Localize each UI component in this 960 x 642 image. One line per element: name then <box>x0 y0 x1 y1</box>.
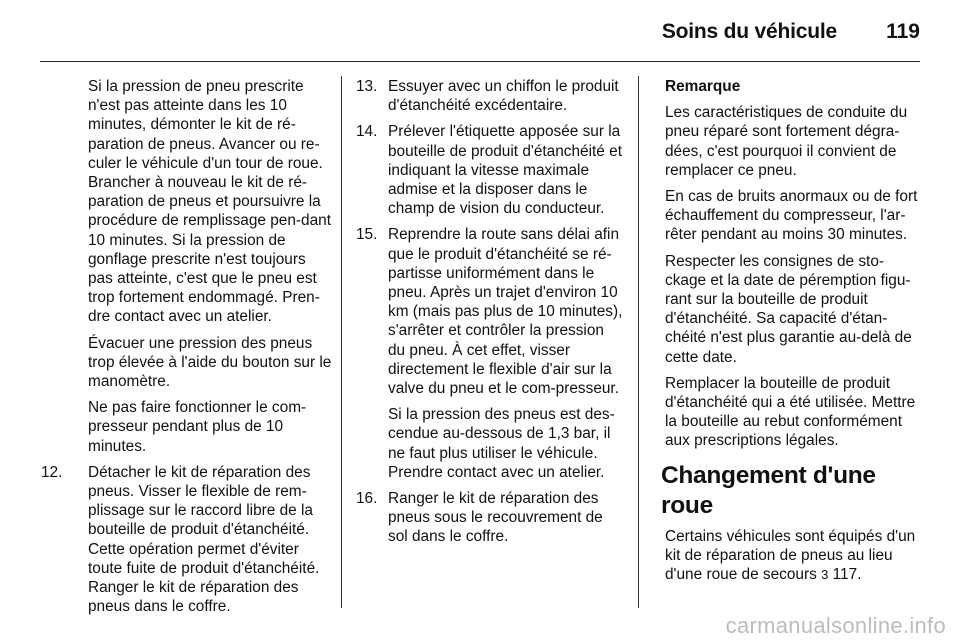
step-number: 13. <box>356 78 378 95</box>
note-paragraph: En cas de bruits anormaux ou de fort échauffement du compresseur, l'ar-rêter pendant au moins 30 minutes. <box>665 188 918 244</box>
page-reference-arrow-icon: 3 <box>821 567 829 583</box>
page-reference-link[interactable]: 117. <box>832 566 862 584</box>
note-paragraph: Les caractéristiques de conduite du pneu réparé sont fortement dégra-dées, c'est pourquoi il convient de remplacer ce pneu. <box>665 104 908 179</box>
column-2 <box>356 77 624 554</box>
note-title: Remarque <box>665 78 741 95</box>
paragraph: Évacuer une pression des pneus trop élevée à l'aide du bouton sur le manomètre. <box>88 334 332 391</box>
page-number: 119 <box>886 20 920 43</box>
step-number: 15. <box>356 226 378 244</box>
step-text-continued: Si la pression des pneus est des-cendue au-dessous de 1,3 bar, il ne faut plus utiliser le véhicule. Prendre contact avec un atelier. <box>388 406 615 481</box>
step-number: 12. <box>41 463 63 481</box>
step-text: Ranger le kit de réparation des pneus sous le recouvrement de sol dans le coffre. <box>388 490 603 546</box>
note-paragraph: Respecter les consignes de sto-ckage et la date de péremption figu-rant sur la bouteille de produit d'étanchéité. Sa capacité d'étan-chéité n'est plus garantie au-delà de cette date. <box>665 252 912 366</box>
note-paragraph: Remplacer la bouteille de produit d'étanchéité qui a été utilisée. Mettre la bouteille au rebut conformément aux prescriptions légales. <box>665 374 916 450</box>
column-1 <box>41 77 334 623</box>
paragraph: Si la pression de pneu prescrite n'est pas atteinte dans les 10 minutes, démonter le kit de ré-paration de pneus. Avancer ou re-culer le véhicule d'un tour de roue. Brancher à nouveau le kit de ré-paration de pneus et poursuivre la procédure de remplissage pen-dant 10 minutes. Si la pression de gonflage prescrite n'est toujours pas atteinte, c'est que le pneu est trop fortement endommagé. Pren-dre contact avec un atelier. <box>88 78 331 326</box>
step-15 <box>356 225 624 482</box>
paragraph: Ne pas faire fonctionner le com-presseur pendant plus de 10 minutes. <box>88 399 307 455</box>
step-13 <box>356 77 624 115</box>
section-heading: Changement d'une roue <box>661 461 876 519</box>
column-divider-1 <box>341 76 342 608</box>
step-12 <box>41 463 334 617</box>
step-text: Détacher le kit de réparation des pneus. Visser le flexible de rem-plissage sur le raccord libre de la bouteille de produit d'étanchéité. Cette opération permet d'éviter toute fuite de produit d'étanchéité. Ranger le kit de réparation des pneus dans le coffre. <box>88 463 320 616</box>
section-paragraph <box>665 527 925 585</box>
step-number: 14. <box>356 123 378 141</box>
column-3 <box>661 77 925 591</box>
step-text: Essuyer avec un chiffon le produit d'étanchéité excédentaire. <box>388 78 619 115</box>
section-text: Certains véhicules sont équipés d'un kit de réparation de pneus au lieu d'une roue de secours <box>665 527 916 584</box>
step-14 <box>356 122 624 218</box>
step-text: Prélever l'étiquette apposée sur la bouteille de produit d'étanchéité et indiquant la vitesse maximale admise et la disposer dans le champ de vision du conducteur. <box>388 123 622 218</box>
column-divider-2 <box>638 76 639 608</box>
watermark: carmanualsonline.info <box>725 613 946 638</box>
step-16 <box>356 489 624 547</box>
step-number: 16. <box>356 490 378 508</box>
step-text: Reprendre la route sans délai afin que le produit d'étanchéité se ré-partisse uniformément dans le pneu. Après un trajet d'environ 10 km (mais pas plus de 10 minutes), s'arrêter et contrôler la pression du pneu. À cet effet, visser directement le flexible d'air sur la valve du pneu et le com-presseur. <box>388 226 623 398</box>
page-header-title: Soins du véhicule <box>661 20 837 43</box>
header-divider <box>40 61 920 62</box>
